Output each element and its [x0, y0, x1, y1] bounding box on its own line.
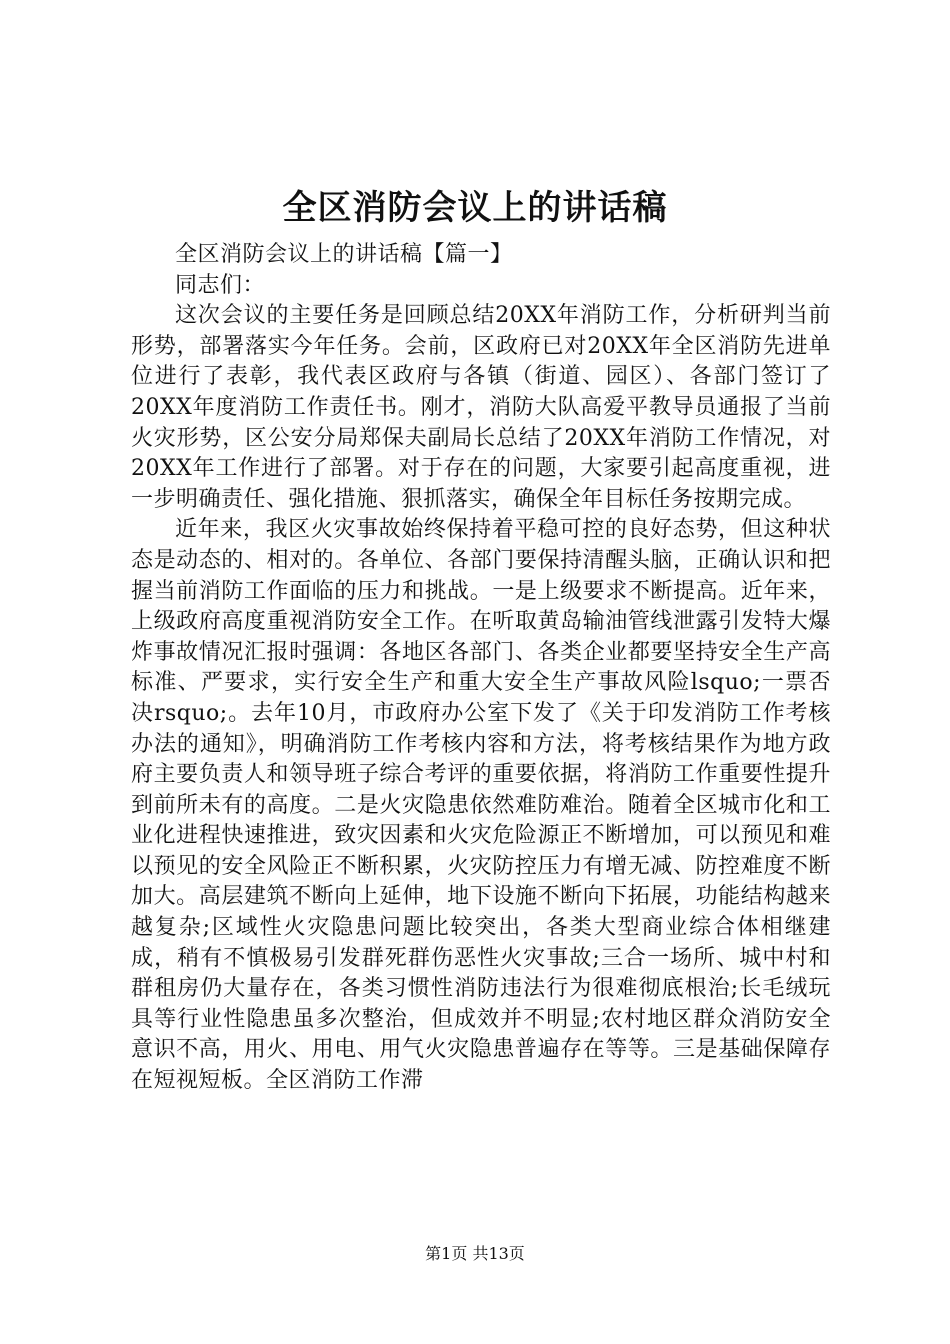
page-number-footer: 第1页 共13页	[425, 1244, 525, 1263]
salutation-line: 同志们：	[175, 272, 266, 298]
body-paragraph-2: 近年来，我区火灾事故始终保持着平稳可控的良好态势，但这种状态是动态的、相对的。各单位、各部门要保持清醒头脑，正确认识和把握当前消防工作面临的压力和挑战。一是上级要求不断提高。近年来，上级政府高度重视消防安全工作。在听取黄岛输油管线泄露引发特大爆炸事故情况汇报时强调：各地区各部门、各类企业都要坚持安全生产高标准、严要求，实行安全生产和重大安全生产事故风险lsquo;一票否决rsquo;。去年10月，市政府办公室下发了《关于印发消防工作考核办法的通知》，明确消防工作考核内容和方法，将考核结果作为地方政府主要负责人和领导班子综合考评的重要依据，将消防工作重要性提升到前所未有的高度。二是火灾隐患依然难防难治。随着全区城市化和工业化进程快速推进，致灾因素和火灾危险源正不断增加，可以预见和难以预见的安全风险正不断积累，火灾防控压力有增无减、防控难度不断加大。高层建筑不断向上延伸，地下设施不断向下拓展，功能结构越来越复杂;区域性火灾隐患问题比较突出，各类大型商业综合体相继建成，稍有不慎极易引发群死群伤恶性火灾事故;三合一场所、城中村和群租房仍大量存在，各类习惯性消防违法行为很难彻底根治;长毛绒玩具等行业性隐患虽多次整治，但成效并不明显;农村地区群众消防安全意识不高，用火、用电、用气火灾隐患普遍存在等等。三是基础保障存在短视短板。全区消防工作滞	[131, 517, 831, 1094]
document-title: 全区消防会议上的讲话稿	[282, 188, 668, 228]
document-body	[131, 240, 831, 1097]
subtitle-line: 全区消防会议上的讲话稿【篇一】	[175, 242, 513, 267]
body-paragraph-1: 这次会议的主要任务是回顾总结20XX年消防工作，分析研判当前形势，部署落实今年任务。会前，区政府已对20XX年全区消防先进单位进行了表彰，我代表区政府与各镇（街道、园区）、各部门签订了20XX年度消防工作责任书。刚才，消防大队高爱平教导员通报了当前火灾形势，区公安分局郑保夫副局长总结了20XX年消防工作情况，对20XX年工作进行了部署。对于存在的问题，大家要引起高度重视，进一步明确责任、强化措施、狠抓落实，确保全年目标任务按期完成。	[131, 303, 831, 512]
